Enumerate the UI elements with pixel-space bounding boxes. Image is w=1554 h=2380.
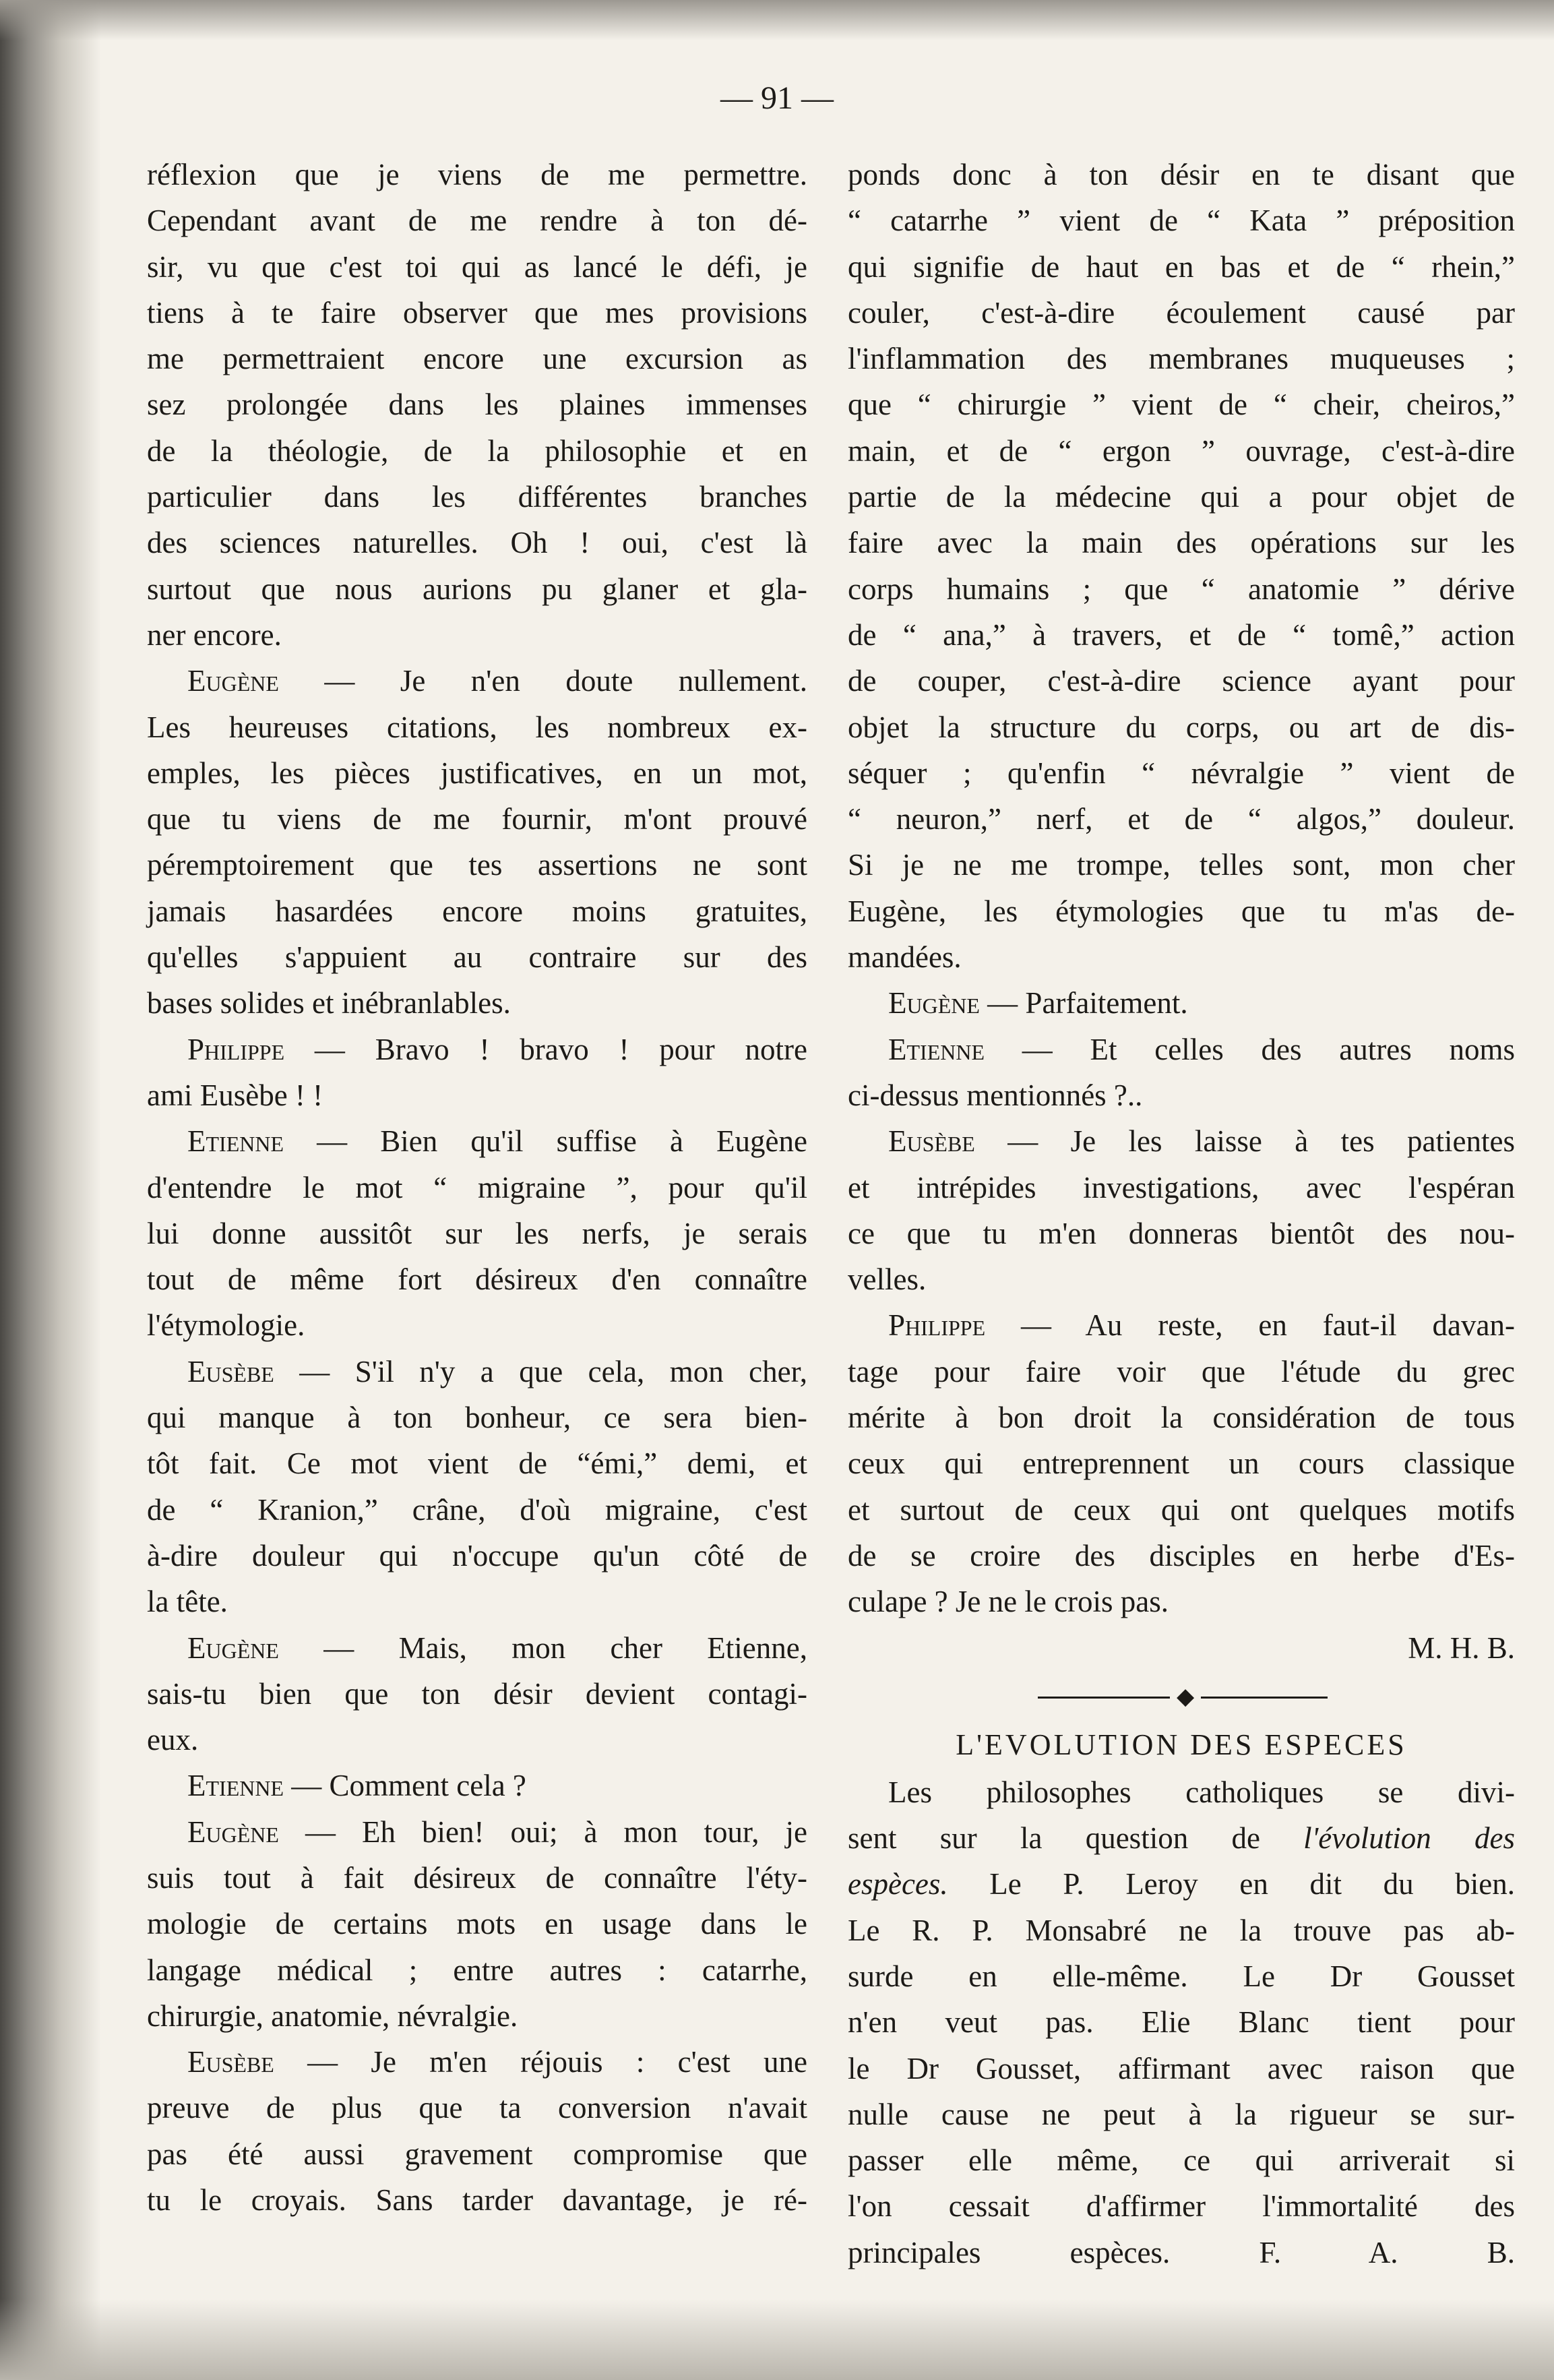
text-line	[848, 1487, 1515, 1533]
line-text: — S'il n'y a que cela, mon cher,	[274, 1354, 807, 1389]
line-text: pas été aussi gravement compromise que	[147, 2137, 807, 2171]
text-line	[147, 152, 807, 197]
speaker-name: Eugène	[888, 986, 980, 1020]
text-line	[147, 428, 807, 474]
text-line	[848, 1349, 1515, 1395]
italic-text: l'évolution des	[1303, 1821, 1515, 1856]
section-line	[848, 2230, 1515, 2276]
text-line	[848, 1579, 1515, 1624]
line-text: ponds donc à ton désir en te disant que	[848, 158, 1515, 191]
italic-text: espèces.	[848, 1867, 948, 1901]
line-text: passer elle même, ce qui arriverait si	[848, 2143, 1515, 2178]
section-line	[848, 1908, 1515, 1953]
line-text: “ neuron,” nerf, et de “ algos,” douleur.	[848, 802, 1515, 836]
text-line	[848, 290, 1515, 336]
line-text: tiens à te faire observer que mes provisions	[147, 295, 807, 330]
line-text: velles.	[848, 1262, 927, 1297]
line-text: preuve de plus que ta conversion n'avait	[147, 2091, 807, 2125]
line-text: de la théologie, de la philosophie et en	[147, 433, 807, 468]
left-column	[147, 152, 807, 2223]
line-text: de se croire des disciples en herbe d'Es-	[848, 1538, 1515, 1573]
text-line	[848, 796, 1515, 842]
line-text: — Parfaitement.	[979, 986, 1188, 1020]
line-text: — Bravo ! bravo ! pour notre	[284, 1032, 807, 1066]
text-line	[848, 750, 1515, 796]
line-text: à-dire douleur qui n'occupe qu'un côté de	[147, 1538, 807, 1573]
line-text: qu'elles s'appuient au contraire sur des	[147, 940, 807, 975]
text-line	[147, 474, 807, 520]
text-line	[147, 1487, 807, 1533]
section-line	[848, 2137, 1515, 2183]
line-text: et surtout de ceux qui ont quelques motifs	[848, 1492, 1515, 1527]
line-text: faire avec la main des opérations sur les	[848, 526, 1515, 560]
line-text: sais-tu bien que ton désir devient contagi-	[147, 1676, 807, 1711]
line-text: sir, vu que c'est toi qui as lancé le défi, je	[147, 249, 807, 284]
line-text: sent sur la question de	[848, 1821, 1304, 1856]
section-line	[848, 1999, 1515, 2045]
speaker-name: Eugène	[187, 1814, 279, 1849]
text-line	[848, 1625, 1515, 1671]
text-line	[848, 934, 1515, 980]
line-text: mérite à bon droit la considération de tous	[848, 1401, 1515, 1435]
line-text: que tu viens de me fournir, m'ont prouvé	[147, 802, 807, 836]
line-text: ami Eusèbe ! !	[147, 1078, 323, 1112]
text-line	[147, 1579, 807, 1624]
text-line	[147, 1256, 807, 1302]
line-text: “ catarrhe ” vient de “ Kata ” préposition	[848, 204, 1515, 238]
line-text: de couper, c'est-à-dire science ayant pour	[848, 664, 1515, 698]
line-text: ce que tu m'en donneras bientôt des nou-	[848, 1216, 1515, 1250]
line-text: tout de même fort désireux d'en connaître	[147, 1262, 807, 1297]
line-text: culape ? Je ne le crois pas.	[848, 1585, 1169, 1619]
line-text: des sciences naturelles. Oh ! oui, c'est là	[147, 526, 807, 560]
page-edge-shadow	[0, 0, 101, 2380]
speaker-name: Philippe	[187, 1032, 285, 1066]
text-line	[147, 796, 807, 842]
line-text: jamais hasardées encore moins gratuites,	[147, 894, 807, 928]
line-text: tage pour faire voir que l'étude du grec	[848, 1354, 1515, 1389]
line-text: eux.	[147, 1723, 199, 1757]
line-text: surtout que nous aurions pu glaner et gla-	[147, 572, 807, 606]
text-line	[848, 382, 1515, 427]
line-text: et intrépides investigations, avec l'espéran	[848, 1170, 1515, 1204]
text-line	[147, 336, 807, 382]
line-text: lui donne aussitôt sur les nerfs, je serais	[147, 1216, 807, 1250]
speaker-name: Eusèbe	[187, 2045, 274, 2079]
speaker-name: Etienne	[888, 1032, 985, 1066]
text-line	[848, 474, 1515, 520]
line-text: — Eh bien! oui; à mon tour, je	[278, 1814, 807, 1849]
text-line	[147, 1165, 807, 1211]
line-text: le Dr Gousset, affirmant avec raison que	[848, 2051, 1515, 2085]
dialogue-continuation	[848, 152, 1515, 1671]
line-text: tôt fait. Ce mot vient de “émi,” demi, et	[147, 1446, 807, 1481]
speaker-name: Eugène	[187, 664, 279, 698]
text-line	[147, 1717, 807, 1763]
section-divider	[848, 1680, 1515, 1714]
text-line	[848, 1256, 1515, 1302]
line-text: l'on cessait d'affirmer l'immortalité des	[848, 2189, 1515, 2224]
text-line	[147, 1855, 807, 1901]
text-line	[848, 428, 1515, 474]
text-line	[147, 1993, 807, 2039]
line-text: partie de la médecine qui a pour objet de	[848, 480, 1515, 514]
page-bottom-shadow	[0, 2299, 1554, 2380]
text-line	[848, 612, 1515, 658]
line-text: Si je ne me trompe, telles sont, mon cher	[848, 848, 1515, 882]
text-line	[147, 1625, 807, 1671]
text-line	[848, 1027, 1515, 1072]
line-text: l'inflammation des membranes muqueuses ;	[848, 342, 1515, 376]
text-line	[147, 980, 807, 1026]
page-number: — 91 —	[720, 80, 834, 116]
text-line	[147, 1118, 807, 1164]
text-line	[147, 888, 807, 934]
text-line	[147, 520, 807, 566]
text-line	[147, 244, 807, 290]
speaker-name: Eusèbe	[187, 1354, 274, 1389]
line-text: — Je m'en réjouis : c'est une	[274, 2045, 807, 2079]
line-text: l'étymologie.	[147, 1308, 305, 1343]
line-text: Cependant avant de me rendre à ton dé-	[147, 204, 807, 238]
text-line	[147, 2039, 807, 2085]
text-line	[147, 750, 807, 796]
speaker-name: Eusèbe	[888, 1124, 975, 1159]
text-line	[147, 382, 807, 427]
line-text: ceux qui entreprennent un cours classique	[848, 1446, 1515, 1481]
line-text: tu le croyais. Sans tarder davantage, je ré-	[147, 2183, 807, 2218]
text-line	[147, 1763, 807, 1808]
section-title: L'EVOLUTION DES ESPECES	[956, 1728, 1407, 1761]
line-text: mologie de certains mots en usage dans le	[147, 1907, 807, 1941]
text-line	[147, 1947, 807, 1993]
text-line	[848, 704, 1515, 750]
line-text: nulle cause ne peut à la rigueur se sur-	[848, 2097, 1515, 2131]
line-text: qui manque à ton bonheur, ce sera bien-	[147, 1401, 807, 1435]
text-line	[848, 152, 1515, 197]
speaker-name: Etienne	[187, 1124, 284, 1159]
text-line	[147, 842, 807, 888]
line-text: main, et de “ ergon ” ouvrage, c'est-à-dire	[848, 433, 1515, 468]
line-text: — Bien qu'il suffise à Eugène	[284, 1124, 807, 1159]
text-line	[848, 842, 1515, 888]
text-line	[848, 336, 1515, 382]
line-text: — Comment cela ?	[284, 1769, 526, 1803]
line-text: Eugène, les étymologies que tu m'as de-	[848, 894, 1515, 928]
line-text: d'entendre le mot “ migraine ”, pour qu'il	[147, 1170, 807, 1204]
line-text: — Au reste, en faut-il davan-	[985, 1308, 1515, 1343]
text-line	[848, 244, 1515, 290]
line-text: chirurgie, anatomie, névralgie.	[147, 1998, 518, 2033]
line-text: objet la structure du corps, ou art de dis-	[848, 710, 1515, 744]
section-line	[848, 1769, 1515, 1815]
line-text: corps humains ; que “ anatomie ” dérive	[848, 572, 1515, 606]
text-line	[147, 1440, 807, 1486]
text-line	[848, 658, 1515, 704]
text-line	[147, 566, 807, 612]
page-top-shadow	[0, 0, 1554, 40]
line-text: de “ Kranion,” crâne, d'où migraine, c'est	[147, 1492, 807, 1527]
line-text: de “ ana,” à travers, et de “ tomê,” action	[848, 617, 1515, 652]
text-line	[147, 612, 807, 658]
text-line	[147, 2131, 807, 2177]
text-line	[848, 1118, 1515, 1164]
text-line	[147, 1901, 807, 1947]
text-line	[147, 1395, 807, 1440]
line-text: Le R. P. Monsabré ne la trouve pas ab-	[848, 1913, 1515, 1947]
line-text: particulier dans les différentes branches	[147, 480, 807, 514]
speaker-name: Philippe	[888, 1308, 986, 1343]
line-text: — Je les laisse à tes patientes	[974, 1124, 1515, 1159]
divider-ornament: ◆	[1170, 1687, 1201, 1707]
text-line	[147, 1027, 807, 1072]
text-line	[848, 1302, 1515, 1348]
line-text: emples, les pièces justificatives, en un mot,	[147, 756, 807, 790]
line-text: Les heureuses citations, les nombreux ex-	[147, 710, 807, 744]
line-text: — Et celles des autres noms	[985, 1032, 1515, 1066]
right-column	[848, 152, 1515, 2276]
text-line	[848, 1533, 1515, 1579]
line-text: n'en veut pas. Elie Blanc tient pour	[848, 2005, 1515, 2040]
text-line	[848, 1072, 1515, 1118]
text-line	[848, 1440, 1515, 1486]
line-text: me permettraient encore une excursion as	[147, 342, 807, 376]
section-line	[848, 2092, 1515, 2137]
line-text: la tête.	[147, 1585, 228, 1619]
text-line	[147, 1302, 807, 1348]
line-text: ci-dessus mentionnés ?..	[848, 1078, 1143, 1112]
line-text: que “ chirurgie ” vient de “ cheir, cheiros,”	[848, 388, 1515, 422]
line-text: ner encore.	[147, 617, 282, 652]
line-text: séquer ; qu'enfin “ névralgie ” vient de	[848, 756, 1515, 790]
text-line	[147, 197, 807, 243]
section-line	[848, 1953, 1515, 1999]
line-text: réflexion que je viens de me permettre.	[147, 158, 807, 191]
line-text: suis tout à fait désireux de connaître l'éty-	[147, 1860, 807, 1895]
section-body	[848, 1769, 1515, 2276]
text-line	[147, 2085, 807, 2131]
text-line	[147, 704, 807, 750]
section-line	[848, 1861, 1515, 1907]
line-text: Le P. Leroy en dit du bien.	[947, 1867, 1515, 1901]
line-text: langage médical ; entre autres : catarrhe,	[147, 1953, 807, 1987]
text-line	[848, 197, 1515, 243]
line-text: — Je n'en doute nullement.	[278, 664, 807, 698]
text-line	[147, 1533, 807, 1579]
text-line	[848, 1165, 1515, 1211]
line-text: couler, c'est-à-dire écoulement causé par	[848, 295, 1515, 330]
text-line	[147, 1671, 807, 1717]
line-text: qui signifie de haut en bas et de “ rhein,”	[848, 249, 1515, 284]
text-line	[147, 1349, 807, 1395]
line-text: sez prolongée dans les plaines immenses	[147, 388, 807, 422]
text-line	[147, 1809, 807, 1855]
text-line	[848, 1211, 1515, 1256]
section-line	[848, 2183, 1515, 2229]
text-line	[147, 1211, 807, 1256]
text-line	[147, 2177, 807, 2223]
text-line	[848, 980, 1515, 1026]
line-text: Les philosophes catholiques se divi-	[888, 1775, 1515, 1809]
line-text: M. H. B.	[1408, 1630, 1515, 1665]
text-line	[147, 658, 807, 704]
line-text: péremptoirement que tes assertions ne sont	[147, 848, 807, 882]
text-line	[848, 566, 1515, 612]
speaker-name: Eugène	[187, 1630, 279, 1665]
section-line	[848, 2046, 1515, 2092]
text-line	[147, 290, 807, 336]
line-text: principales espèces. F. A. B.	[848, 2235, 1515, 2269]
line-text: mandées.	[848, 940, 962, 975]
text-line	[147, 934, 807, 980]
speaker-name: Etienne	[187, 1769, 284, 1803]
line-text: surde en elle-même. Le Dr Gousset	[848, 1959, 1515, 1993]
text-line	[147, 1072, 807, 1118]
line-text: — Mais, mon cher Etienne,	[278, 1630, 807, 1665]
text-line	[848, 1395, 1515, 1440]
section-line	[848, 1815, 1515, 1861]
text-line	[848, 520, 1515, 566]
text-line	[848, 888, 1515, 934]
line-text: bases solides et inébranlables.	[147, 986, 511, 1020]
